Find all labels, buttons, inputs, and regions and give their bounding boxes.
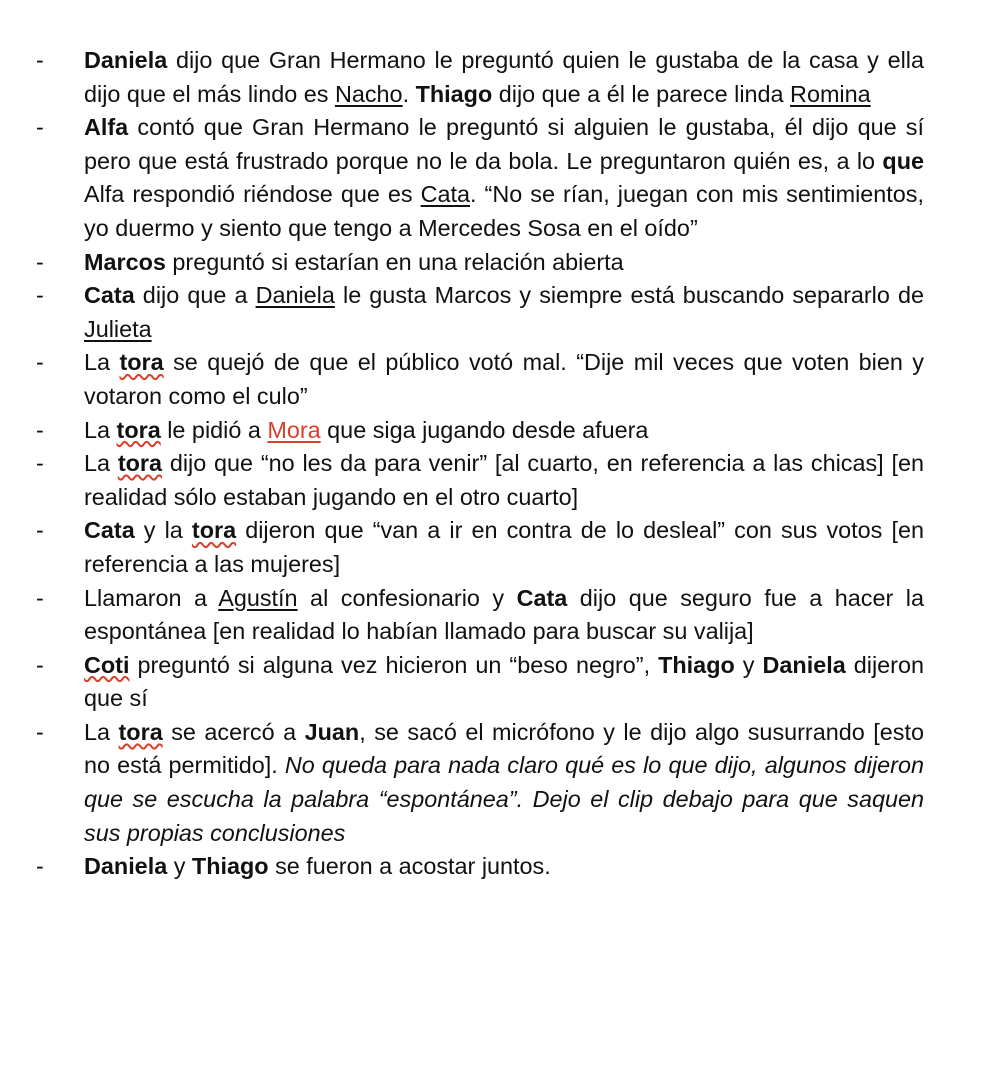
text-run: dijo que “no les da para venir” [al cuarto, en referencia a las chicas] [en realidad sólo estaban jugando en el otro cuarto] <box>84 450 924 510</box>
bold-name: Cata <box>84 282 135 309</box>
text-run: dijo que a él le parece linda <box>492 80 791 107</box>
text-run: Llamaron a <box>84 584 219 611</box>
text-run: al confesionario y <box>297 584 517 611</box>
text-run: y la <box>134 517 192 544</box>
text-run: . <box>402 80 416 107</box>
underlined-name: Julieta <box>84 315 152 342</box>
list-item <box>0 44 986 111</box>
document-page <box>0 44 986 884</box>
text-run: La <box>84 349 120 376</box>
bold-name: Juan <box>304 718 360 745</box>
spellcheck-flagged-word: tora <box>118 718 163 745</box>
underlined-name-red: Mora <box>267 416 321 443</box>
list-item <box>0 850 986 884</box>
text-run: se acercó a <box>162 718 305 745</box>
bullet-dash: - <box>36 47 44 73</box>
bold-name: Cata <box>516 584 568 611</box>
bullet-dash: - <box>36 416 44 443</box>
bullet-dash: - <box>36 349 44 376</box>
bullet-dash: - <box>36 450 44 477</box>
bold-name: Daniela <box>84 853 168 880</box>
text-run: , se sacó el micrófono y le dijo algo susurrando [esto no está permitido]. <box>84 718 924 779</box>
spellcheck-flagged-word: tora <box>191 517 237 544</box>
list-item <box>0 279 986 346</box>
bold-name: que <box>882 147 924 174</box>
bold-name: Marcos <box>84 248 166 275</box>
text-run: La <box>84 450 118 477</box>
text-run: dijo que a <box>134 282 256 309</box>
text-run: dijeron que “van a ir en contra de lo desleal” con sus votos [en referencia a las mujeres] <box>84 517 924 577</box>
list-item <box>0 447 986 514</box>
text-run: Alfa respondió riéndose que es <box>84 181 421 208</box>
text-run: contó que Gran Hermano le preguntó si alguien le gustaba, él dijo que sí pero que está frustrado porque no le da bola. Le preguntaron quién es, a lo <box>84 114 924 174</box>
list-item <box>0 582 986 649</box>
bullet-dash: - <box>36 282 44 309</box>
list-item <box>0 716 986 850</box>
text-run: se quejó de que el público votó mal. “Dije mil veces que voten bien y votaron como el culo” <box>84 349 924 409</box>
bold-name: Thiago <box>415 80 493 107</box>
list-item <box>0 111 986 245</box>
text-run: y <box>734 651 763 678</box>
bold-name: Thiago <box>191 853 269 880</box>
bullet-dash: - <box>36 651 44 678</box>
text-run: y <box>167 853 192 880</box>
bold-name: Cata <box>84 517 135 544</box>
bold-name: Daniela <box>84 47 168 73</box>
bold-name: Alfa <box>84 114 129 141</box>
text-run: le pidió a <box>160 416 268 443</box>
bold-name: Thiago <box>658 651 735 678</box>
text-run: le gusta Marcos y siempre está buscando separarlo de <box>334 282 924 309</box>
text-run: dijeron que sí <box>84 651 924 712</box>
spellcheck-flagged-word: tora <box>119 349 164 376</box>
list-item <box>0 246 986 280</box>
text-run: preguntó si estarían en una relación abierta <box>165 248 624 275</box>
underlined-name: Agustín <box>218 584 298 611</box>
bullet-list <box>0 44 986 884</box>
bold-name: Daniela <box>762 651 846 678</box>
underlined-name: Romina <box>790 80 871 107</box>
text-run: dijo que Gran Hermano le preguntó quien le gustaba de la casa y ella dijo que el más lindo es <box>84 47 924 107</box>
underlined-name: Daniela <box>255 282 335 309</box>
text-run: dijo que seguro fue a hacer la espontánea [en realidad lo habían llamado para buscar su valija] <box>84 584 924 645</box>
list-item <box>0 649 986 716</box>
bullet-dash: - <box>36 517 44 544</box>
list-item <box>0 346 986 413</box>
bullet-dash: - <box>36 718 44 745</box>
text-run: La <box>84 718 119 745</box>
underlined-name: Nacho <box>334 80 403 107</box>
text-run: . “No se rían, juegan con mis sentimientos, yo duermo y siento que tengo a Mercedes Sosa en el oído” <box>84 181 924 241</box>
text-run: preguntó si alguna vez hicieron un “beso negro”, <box>129 651 659 678</box>
spellcheck-flagged-word: tora <box>116 416 161 443</box>
bullet-dash: - <box>36 114 44 141</box>
list-item <box>0 414 986 448</box>
spellcheck-flagged-word: tora <box>117 450 163 477</box>
spellcheck-flagged-word: Coti <box>84 651 130 678</box>
bullet-dash: - <box>36 248 44 275</box>
text-run: se fueron a acostar juntos. <box>268 853 551 880</box>
underlined-name: Cata <box>420 181 471 208</box>
bullet-dash: - <box>36 853 44 880</box>
bullet-dash: - <box>36 584 44 611</box>
italic-note: No queda para nada claro qué es lo que dijo, algunos dijeron que se escucha la palabra “espontánea”. Dejo el clip debajo para que saquen sus propias conclusiones <box>84 752 924 846</box>
list-item <box>0 514 986 581</box>
text-run: La <box>84 416 117 443</box>
text-run: que siga jugando desde afuera <box>320 416 649 443</box>
